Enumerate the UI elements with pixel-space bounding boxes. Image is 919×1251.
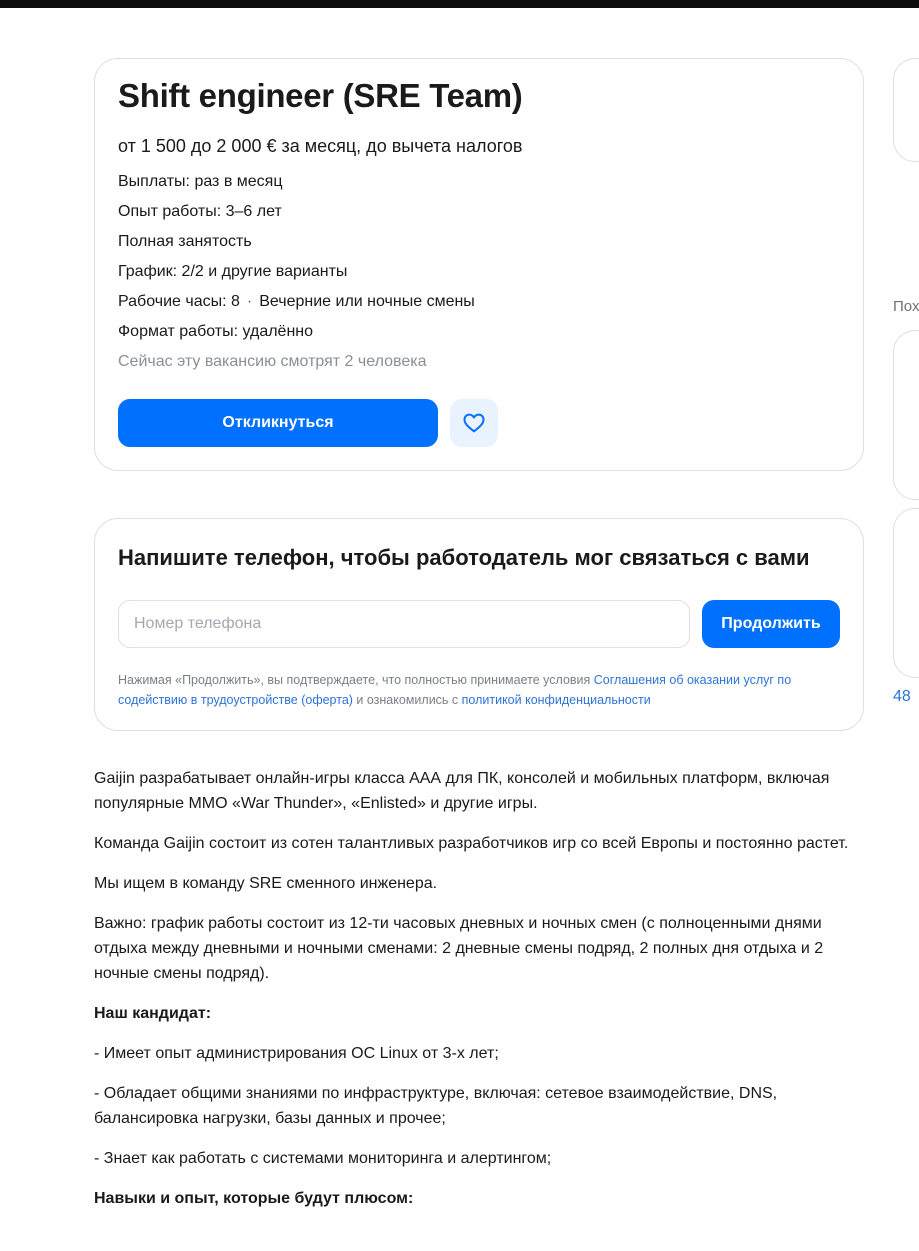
phone-input[interactable]: [118, 600, 690, 648]
similar-vacancy-card[interactable]: [893, 330, 919, 500]
sidebar-card[interactable]: [893, 58, 919, 162]
apply-button[interactable]: Откликнуться: [118, 399, 438, 447]
description-paragraph: Команда Gaijin состоит из сотен талантливых разработчиков игр со всей Европы и постоянно растет.: [94, 835, 849, 852]
viewers-info: Сейчас эту вакансию смотрят 2 человека: [118, 353, 427, 370]
phone-form-title: Напишите телефон, чтобы работодатель мог связаться с вами: [118, 545, 810, 570]
privacy-policy-link[interactable]: политикой конфиденциальности: [461, 693, 651, 707]
vacancy-description: [94, 766, 864, 1226]
description-paragraph: Мы ищем в команду SRE сменного инженера.: [94, 875, 438, 892]
vacancy-card: [94, 58, 864, 471]
employment-info: Полная занятость: [118, 233, 252, 250]
continue-button[interactable]: Продолжить: [702, 600, 840, 648]
phone-card: [94, 518, 864, 731]
shifts-text: Вечерние или ночные смены: [259, 293, 475, 310]
candidate-heading: Наш кандидат:: [94, 1005, 212, 1022]
similar-vacancies-count-link[interactable]: 48: [893, 688, 911, 705]
similar-vacancy-card[interactable]: [893, 508, 919, 678]
vacancy-salary: от 1 500 до 2 000 € за месяц, до вычета налогов: [118, 136, 523, 156]
favorite-button[interactable]: [450, 399, 498, 447]
requirement-item: - Обладает общими знаниями по инфраструктуре, включая: сетевое взаимодействие, DNS, балансировка нагрузки, базы данных и прочее;: [94, 1085, 778, 1127]
requirement-item: - Имеет опыт администрирования ОС Linux от 3-х лет;: [94, 1045, 499, 1062]
experience-info: Опыт работы: 3–6 лет: [118, 203, 282, 220]
top-bar: [0, 0, 919, 8]
hours-text: Рабочие часы: 8: [118, 293, 240, 310]
plus-skills-heading: Навыки и опыт, которые будут плюсом:: [94, 1190, 414, 1207]
description-paragraph: Важно: график работы состоит из 12-ти часовых дневных и ночных смен (с полноценными днями отдыха между дневными и ночными сменами: 2 дневные смены подряд, 2 полных дня отдыха и 2 ночные смены подряд).: [94, 915, 824, 982]
hours-separator: ·: [246, 293, 253, 310]
legal-notice: [118, 670, 840, 710]
legal-middle: и ознакомились с: [352, 693, 462, 707]
hours-info: [118, 293, 475, 311]
work-format-info: Формат работы: удалённо: [118, 323, 314, 340]
requirement-item: - Знает как работать с системами мониторинга и алертингом;: [94, 1150, 552, 1167]
offer-agreement-link[interactable]: Соглашения об оказании услуг по содействию в трудоустройстве (оферта): [118, 673, 792, 707]
heart-icon: [462, 411, 486, 435]
vacancy-title: Shift engineer (SRE Team): [118, 77, 523, 114]
payouts-info: Выплаты: раз в месяц: [118, 173, 283, 190]
similar-vacancies-label: Пох: [893, 298, 919, 315]
legal-prefix: Нажимая «Продолжить», вы подтверждаете, что полностью принимаете условия: [118, 673, 594, 687]
schedule-info: График: 2/2 и другие варианты: [118, 263, 348, 280]
description-paragraph: Gaijin разрабатывает онлайн-игры класса ААА для ПК, консолей и мобильных платформ, включая популярные ММО «War Thunder», «Enlisted» и другие игры.: [94, 770, 830, 812]
